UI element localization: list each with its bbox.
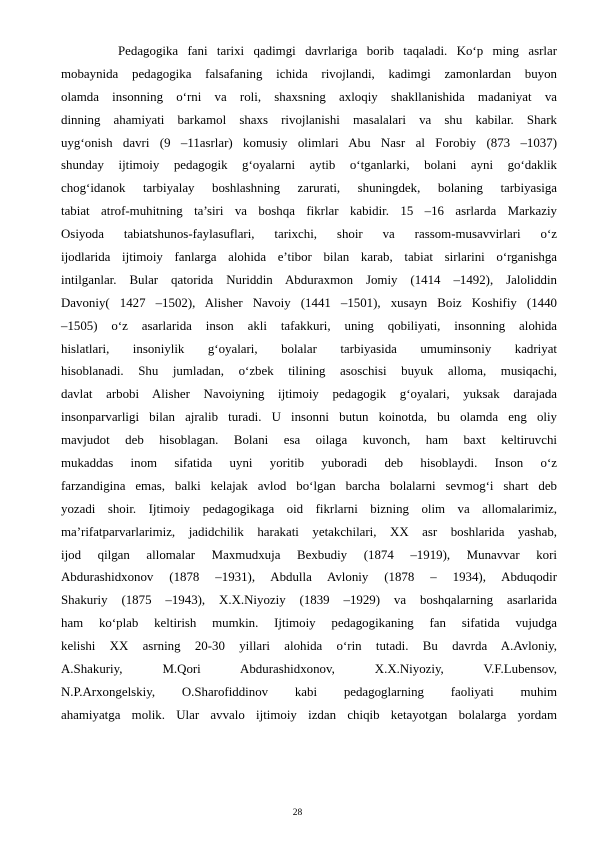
text-line: hisoblanadi. Shu jumladan, o‘zbek tilining asoschisi buyuk alloma, musiqachi, [61, 364, 557, 379]
text-line: kelishi XX asrning 20-30 yillari alohida o‘rin tutadi. Bu davrda A.Avloniy, [61, 639, 557, 654]
text-line: Abdurashidxonov (1878 –1931), Abdulla Avloniy (1878 – 1934), Abduqodir [61, 570, 557, 585]
text-line: uyg‘onish davri (9 –11asrlar) komusiy olimlari Abu Nasr al Forobiy (873 –1037) [61, 135, 557, 150]
text-line: intilganlar. Bular qatorida Nuriddin Abduraxmon Jomiy (1414 –1492), Jaloliddin [61, 272, 557, 287]
text-line: ham ko‘plab keltirish mumkin. Ijtimoiy pedagogikaning fan sifatida vujudga [61, 616, 557, 631]
body-paragraph [61, 40, 557, 727]
text-line: mavjudot deb hisoblagan. Bolani esa oilaga kuvonch, ham baxt keltiruvchi [61, 433, 557, 448]
text-line: Davoniy( 1427 –1502), Alisher Navoiy (1441 –1501), xusayn Boiz Koshifiy (1440 [61, 295, 557, 310]
text-line: tabiat atrof-muhitning ta’siri va boshqa fikrlar kabidir. 15 –16 asrlarda Markaziy [61, 204, 557, 219]
text-line: farzandigina emas, balki kelajak avlod bo‘lgan barcha bolalarni sevmog‘i shart deb [61, 478, 557, 493]
text-line: olamda insonning o‘rni va roli, shaxsning axloqiy shakllanishida madaniyat va [61, 89, 557, 104]
text-line: chog‘idanok tarbiyalay boshlashning zarurati, shuningdek, bolaning tarbiyasiga [61, 181, 557, 196]
text-line: ijod qilgan allomalar Maxmudxuja Bexbudiy (1874 –1919), Munavvar kori [61, 547, 557, 562]
text-line: yozadi shoir. Ijtimoiy pedagogikaga oid fikrlarni bizning olim va allomalarimiz, [61, 501, 557, 516]
page-number: 28 [292, 808, 303, 818]
text-line: mobaynida pedagogika falsafaning ichida rivojlandi, kadimgi zamonlardan buyon [61, 66, 557, 81]
text-line: insonparvarligi bilan ajralib turadi. U insonni butun koinotda, bu olamda eng oliy [61, 410, 557, 425]
text-line: ijodlarida ijtimoiy fanlarga alohida e’tibor bilan karab, tabiat sirlarini o‘rganishga [61, 250, 557, 265]
text-line: Osiyoda tabiatshunos-faylasuflari, tarixchi, shoir va rassom-musavvirlari o‘z [61, 227, 557, 242]
text-line: N.P.Arxongelskiy, O.Sharofiddinov kabi pedagoglarning faoliyati muhim [61, 684, 557, 699]
text-line: hislatlari, insoniylik g‘oyalari, bolalar tarbiyasida umuminsoniy kadriyat [61, 341, 557, 356]
text-line: Pedagogika fani tarixi qadimgi davrlariga borib taqaladi. Ko‘p ming asrlar [118, 44, 557, 58]
text-line: –1505) o‘z asarlarida inson akli tafakkuri, uning qobiliyati, insonning alohida [61, 318, 557, 333]
text-line: mukaddas inom sifatida uyni yoritib yuboradi deb hisoblaydi. Inson o‘z [61, 456, 557, 471]
text-line: davlat arbobi Alisher Navoiyning ijtimoiy pedagogik g‘oyalari, yuksak darajada [61, 387, 557, 402]
text-line: dinning ahamiyati barkamol shaxs rivojlanishi masalalari va shu kabilar. Shark [61, 112, 557, 127]
text-line: ma’rifatparvarlarimiz, jadidchilik harakati yetakchilari, XX asr boshlarida yashab, [61, 524, 557, 539]
text-line: shunday ijtimoiy pedagogik g‘oyalarni aytib o‘tganlarki, bolani ayni go‘daklik [61, 158, 557, 173]
text-line: Shakuriy (1875 –1943), X.X.Niyoziy (1839 –1929) va boshqalarning asarlarida [61, 593, 557, 608]
text-line: ahamiyatga molik. Ular avvalo ijtimoiy izdan chiqib ketayotgan bolalarga yordam [61, 707, 557, 722]
text-line: A.Shakuriy, M.Qori Abdurashidxonov, X.X.Niyoziy, V.F.Lubensov, [61, 662, 557, 677]
